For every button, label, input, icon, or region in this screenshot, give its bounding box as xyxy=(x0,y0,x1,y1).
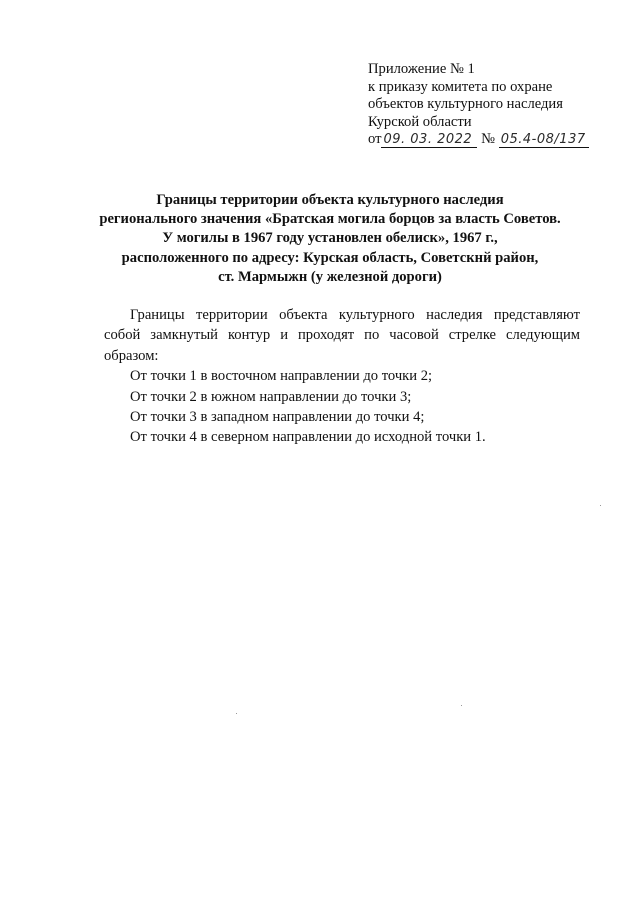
title-line: ст. Мармыжн (у железной дороги) xyxy=(218,268,442,285)
scan-speck xyxy=(236,713,237,714)
scan-speck xyxy=(600,505,601,506)
boundary-step: От точки 4 в северном направлении до исходной точки 1. xyxy=(130,429,486,446)
annex-region: Курской области xyxy=(368,113,472,130)
annex-committee: объектов культурного наследия xyxy=(368,96,563,113)
title-line: У могилы в 1967 году установлен обелиск», 1967 г., xyxy=(162,230,498,247)
annex-title: Приложение № 1 xyxy=(368,61,475,77)
number-label: № xyxy=(481,131,496,148)
handwritten-number: 05.4-08/137 xyxy=(499,132,589,148)
boundary-step: От точки 2 в южном направлении до точки 3; xyxy=(130,388,412,405)
scan-speck xyxy=(461,705,462,706)
document-body xyxy=(104,305,580,448)
document-title xyxy=(60,191,600,287)
intro-paragraph: Границы территории объекта культурного наследия представляют собой замкнутый контур и проходят по часовой стрелке следующим образом: xyxy=(104,307,580,364)
title-line: расположенного по адресу: Курская область, Советскнй район, xyxy=(121,249,539,266)
boundary-step: От точки 1 в восточном направлении до точки 2; xyxy=(130,368,433,385)
boundary-step: От точки 3 в западном направлении до точки 4; xyxy=(130,409,425,426)
from-label: от xyxy=(368,131,382,148)
annex-date-number-line xyxy=(368,131,618,149)
annex-order-ref: к приказу комитета по охране xyxy=(368,78,553,95)
title-line: регионального значения «Братская могила борцов за власть Советов. xyxy=(99,211,561,228)
annex-header xyxy=(368,61,618,149)
title-line: Границы территории объекта культурного наследия xyxy=(156,192,504,208)
handwritten-date: 09. 03. 2022 xyxy=(381,132,477,148)
